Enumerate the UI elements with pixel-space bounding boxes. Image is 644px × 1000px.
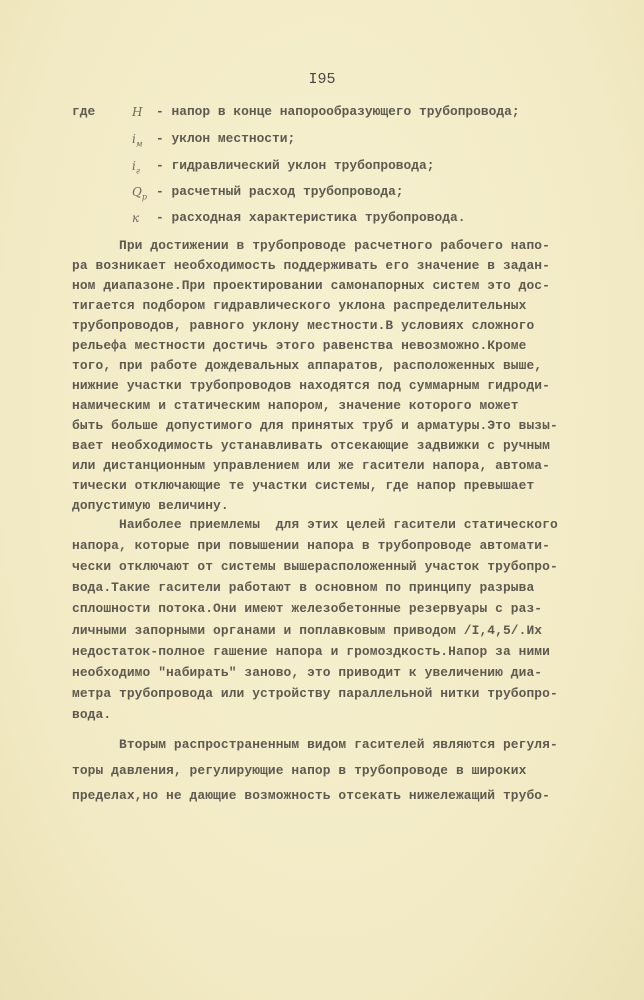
text-line: личными запорными органами и поплавковым приводом /I,4,5/.Их [72,622,543,638]
text-line: ра возникает необходимость поддерживать его значение в задан- [72,258,550,273]
definition-symbol [132,132,142,148]
text-line: вода. [72,706,112,722]
text-line: напора, которые при повышении напора в трубопроводе автомати- [72,538,550,554]
symbol-subscript: м [135,139,143,149]
definition-text: - гидравлический уклон трубопровода; [156,158,435,173]
text-line: ном диапазоне.При проектировании самонапорных систем это дос- [72,278,550,293]
definition-text: - расчетный расход трубопровода; [156,184,404,199]
definition-symbol [132,185,147,201]
text-line: недостаток-полное гашение напора и громоздкость.Напор за ними [72,643,550,659]
text-line: рельефа местности достичь этого равенства невозможно.Кроме [72,338,527,353]
text-line: тически отключающие те участки системы, где напор превышает [72,478,535,493]
definition-symbol [132,159,140,175]
text-line: пределах,но не дающие возможность отсекать нижележащий трубо- [72,788,550,803]
text-line: вает необходимость устанавливать отсекающие задвижки с ручным [72,438,550,453]
text-line: торы давления, регулирующие напор в трубопроводе в широких [72,762,527,778]
text-line: нижние участки трубопроводов находятся под суммарным гидроди- [72,378,550,393]
text-line: трубопроводов, равного уклону местности.В условиях сложного [72,318,535,333]
definition-text: - расходная характеристика трубопровода. [156,210,466,225]
text-line: сплошности потока.Они имеют железобетонные резервуары с раз- [72,601,543,617]
text-line: допустимую величину. [72,498,229,513]
page-number: I95 [308,71,336,88]
text-line: Вторым распространенным видом гасителей являются регуля- [72,737,558,752]
definition-text: - уклон местности; [156,131,296,146]
text-line: вода.Такие гасители работают в основном по принципу разрыва [72,580,535,596]
text-line: чески отключают от системы вышерасположенный участок трубопро- [72,559,558,575]
symbol-letter: к [132,211,140,225]
symbol-letter: Q [132,185,142,199]
text-line: тигается подбором гидравлического уклона распределительных [72,298,527,313]
symbol-letter: H [132,105,143,119]
where-label: где [72,104,96,119]
symbol-subscript: р [141,192,147,202]
text-line: того, при работе дождевальных аппаратов, расположенных выше, [72,358,543,373]
symbol-subscript: г [135,166,140,176]
symbol-letter: i [132,132,136,146]
definition-text: - напор в конце напорообразующего трубопровода; [156,104,520,119]
text-line: необходимо "набирать" заново, это приводит к увеличению диа- [72,664,543,680]
text-line: намическим и статическим напором, значение которого может [72,398,519,413]
text-line: быть больше допустимого для принятых труб и арматуры.Это вызы- [72,418,558,433]
text-line: метра трубопровода или устройству параллельной нитки трубопро- [72,685,558,701]
text-line: Наиболее приемлемы для этих целей гасители статического [72,517,558,532]
definition-symbol [132,105,142,121]
text-line: При достижении в трубопроводе расчетного рабочего напо- [72,238,550,253]
definition-symbol [132,211,139,227]
text-line: или дистанционным управлением или же гасители напора, автома- [72,458,550,473]
symbol-letter: i [132,159,136,173]
